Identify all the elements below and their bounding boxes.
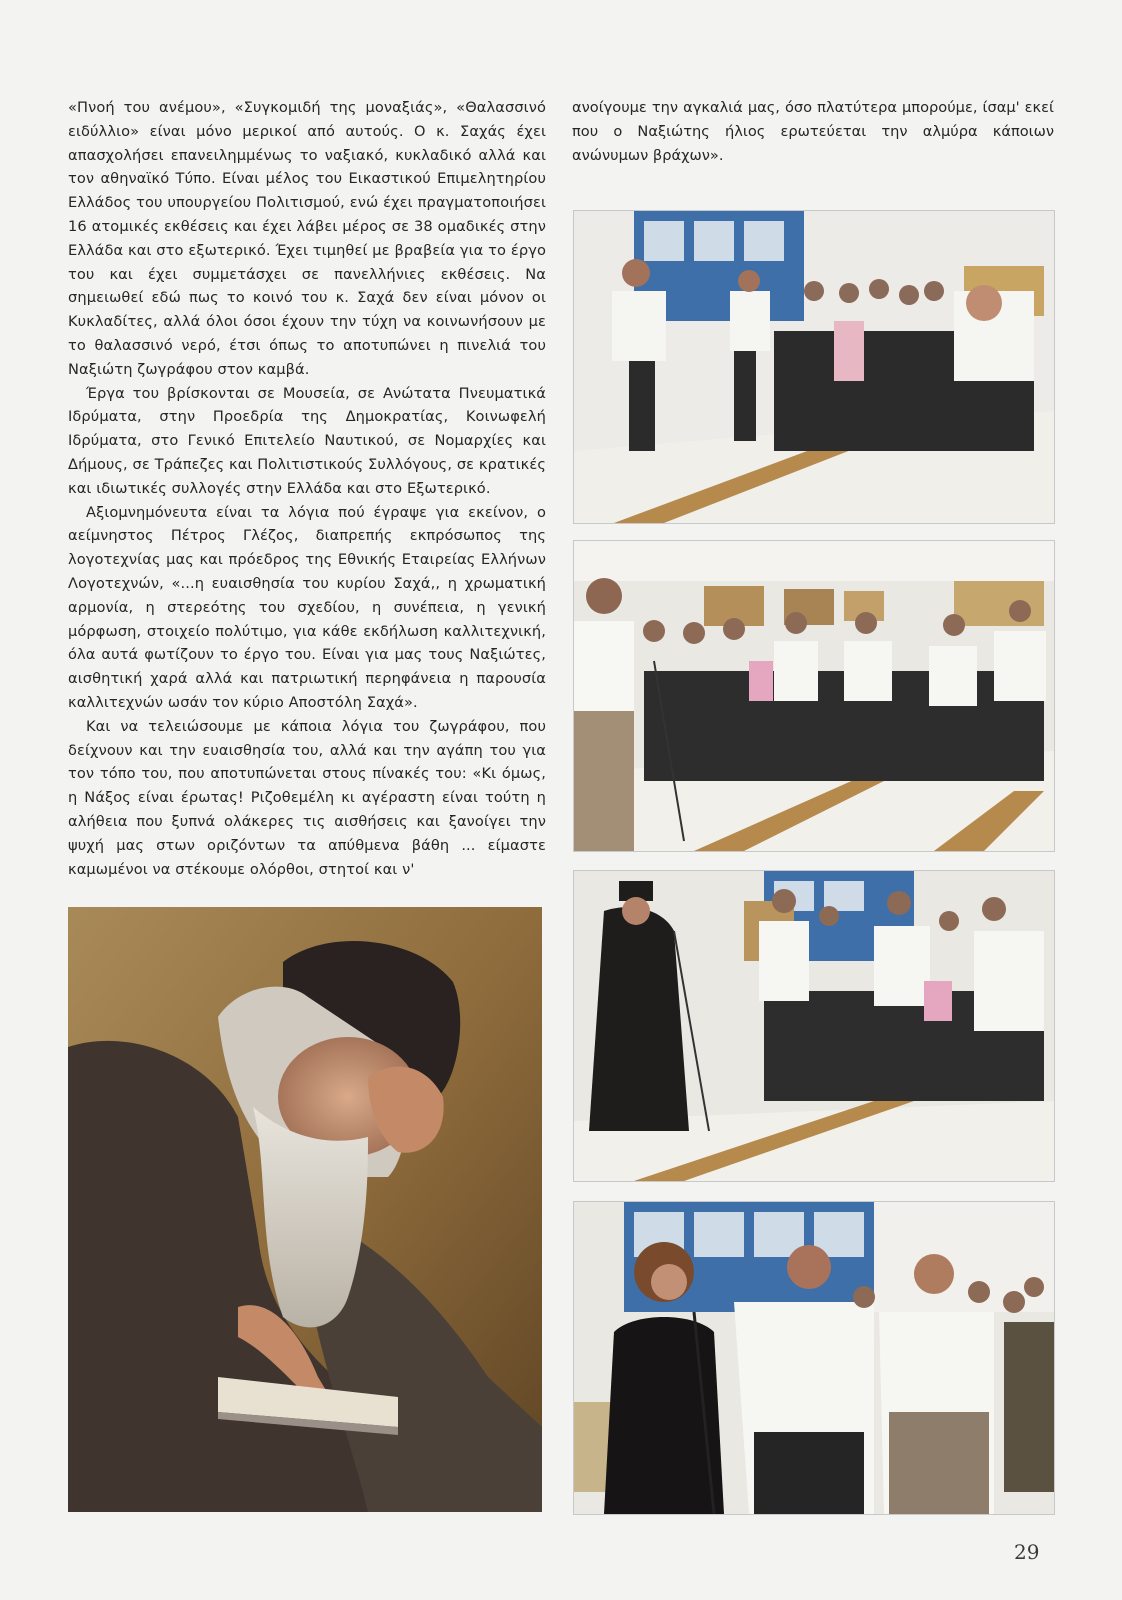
photo-woman-speaker [573, 1201, 1055, 1515]
photo-speaker-crowd [573, 540, 1055, 852]
article-paragraph: ανοίγουμε την αγκαλιά μας, όσο πλατύτερα μπορούμε, ίσαμ' εκεί που ο Ναξιώτης ήλιος ερωτεύεται την αλμύρα κάποιων ανώνυμων βράχων». [572, 99, 1054, 164]
photo-exhibition-crowd [573, 210, 1055, 524]
article-paragraph: «Πνοή του ανέμου», «Συγκομιδή της μοναξιάς», «Θαλασσινό ειδύλλιο» είναι μόνο μερικοί από αυτούς. Ο κ. Σαχάς έχει απασχολήσει επανειλημμένως το ναξιακό, κυκλαδικό αλλά και τον αθηναϊκό Τύπο. Είναι μέλος του Εικαστικού Επιμελητηρίου Ελλάδος του υπουργείου Πολιτισμού, ενώ έχει πραγματοποιήσει 16 ατομικές εκθέσεις και έχει λάβει μέρος σε 38 ομαδικές στην Ελλάδα και στο εξωτερικό. Έχει τιμηθεί με βραβεία για το έργο του και έχει συμμετάσχει σε πανελλήνιες εκθέσεις. Να σημειωθεί εδώ πως το κοινό του κ. Σαχά δεν είναι μόνον οι Κυκλαδίτες, αλλά όλοι όσοι έχουν την τύχη να κοινωνήσουν με το θαλασσινό νερό, έτσι όπως το αποτυπώνει η πινελιά του Ναξιώτη ζωγράφου στον καμβά. [68, 99, 546, 378]
page-number: 29 [1014, 1540, 1040, 1564]
article-paragraph: Έργα του βρίσκονται σε Μουσεία, σε Ανώτατα Πνευματικά Ιδρύματα, στην Προεδρία της Δημοκρατίας, Κοινωφελή Ιδρύματα, στο Γενικό Επιτελείο Ναυτικού, σε Νομαρχίες και Δήμους, σε Τράπεζες και Πολιτιστικούς Συλλόγους, σε κρατικές και ιδιωτικές συλλογές στην Ελλάδα και στο Εξωτερικό. [68, 384, 546, 497]
article-right-column [572, 96, 1054, 167]
article-paragraph: Αξιομνημόνευτα είναι τα λόγια πού έγραψε για εκείνον, ο αείμνηστος Πέτρος Γλέζος, διαπρεπής εκπρόσωπος της λογοτεχνίας μας και πρόεδρος της Εθνικής Εταιρείας Ελλήνων Λογοτεχνών, «...η ευαισθησία του κυρίου Σαχά,, η χρωματική αρμονία, η στερεότης του σχεδίου, η συνέπεια, η γενική μόρφωση, στοιχείο πολύτιμο, για κάθε εκδήλωση καλλιτεχνική, όλα αυτά φωτίζουν το έργο του. Είναι για μας τους Ναξιώτες, αισθητική χαρά αλλά και πατριωτική περηφάνεια η παρουσία καλλιτεχνών ωσάν τον κύριο Αποστόλη Σαχά». [68, 503, 546, 711]
photo-priest-speaking [573, 870, 1055, 1182]
painting-priest-reading [68, 907, 542, 1512]
article-left-column [68, 96, 546, 881]
article-paragraph: Και να τελειώσουμε με κάποια λόγια του ζωγράφου, που δείχνουν και την ευαισθησία του, αλλά και την αγάπη του για τον τόπο του, που αποτυπώνεται στους πίνακές του: «Κι όμως, η Νάξος είναι έρωτας! Ριζοθεμέλη κι αγέραστη είναι τούτη η αλήθεια που ξυπνά ολάκερες τις αισθήσεις και ξανοίγει την ψυχή μας στων οριζόντων τα απύθμενα βάθη ... είμαστε καμωμένοι να στέκουμε ολόρθοι, στητοί και ν' [68, 717, 546, 878]
